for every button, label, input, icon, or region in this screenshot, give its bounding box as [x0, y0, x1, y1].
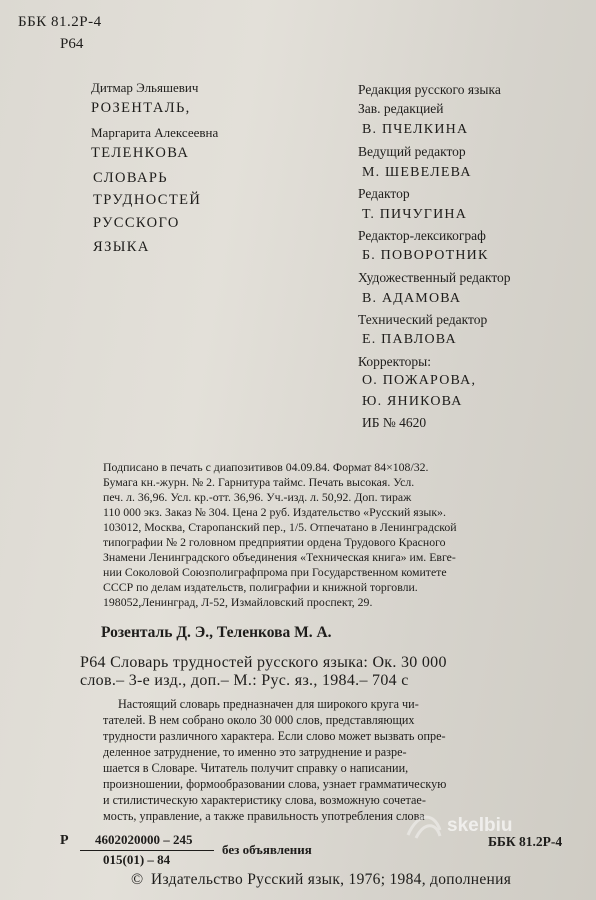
staff-line-13: Е. ПАВЛОВА [362, 332, 457, 347]
isbn-numerator: 4602020000 – 245 [95, 832, 193, 847]
author1-surname: РОЗЕНТАЛЬ, [91, 100, 191, 116]
staff-line-10: Художественный редактор [358, 270, 511, 285]
ib-number: ИБ № 4620 [362, 415, 427, 430]
catalog-title-line-1: Р64 Словарь трудностей русского языка: Ок. 30 000 [80, 654, 447, 671]
staff-line-14: Корректоры: [358, 354, 431, 369]
isbn-fraction-rule [80, 850, 214, 851]
annotation-line-3: трудности различного характера. Если слово может вызвать опре- [103, 729, 446, 743]
annotation-line-2: тателей. В нем собрано около 30 000 слов, представляющих [103, 713, 415, 727]
imprint-line-8: нии Соколовой Союзполиграфпрома при Государственном комитете [103, 565, 447, 579]
isbn-prefix: Р [60, 833, 69, 848]
staff-line-5: М. ШЕВЕЛЕВА [362, 165, 472, 180]
staff-line-12: Технический редактор [358, 312, 488, 327]
staff-line-4: Ведущий редактор [358, 144, 466, 159]
book-title-line-4: ЯЗЫКА [93, 239, 150, 255]
imprint-line-9: СССР по делам издательств, полиграфии и книжной торговли. [103, 580, 418, 594]
imprint-line-3: печ. л. 36,96. Усл. кр.-отт. 36,96. Уч.-изд. л. 50,92. Доп. тираж [103, 490, 412, 504]
imprint-line-2: Бумага кн.-журн. № 2. Гарнитура таймс. Печать высокая. Усл. [103, 475, 415, 489]
imprint-line-7: Знамени Ленинградского объединения «Техническая книга» им. Евге- [103, 550, 456, 564]
author-mark-top: Р64 [60, 36, 84, 52]
staff-line-16: Ю. ЯНИКОВА [362, 394, 463, 409]
staff-line-2: Зав. редакцией [358, 101, 444, 116]
imprint-line-1: Подписано в печать с диапозитивов 04.09.84. Формат 84×108/32. [103, 460, 429, 474]
copyright-text: Издательство Русский язык, 1976; 1984, дополнения [151, 871, 512, 888]
isbn-denominator: 015(01) – 84 [103, 852, 171, 867]
annotation-line-6: произношении, формообразовании слова, узнает грамматическую [103, 777, 447, 791]
author1-given-name: Дитмар Эльяшевич [91, 80, 199, 95]
isbn-note: без объявления [222, 842, 312, 857]
staff-line-9: Б. ПОВОРОТНИК [362, 248, 489, 263]
copyright-icon: © [131, 871, 144, 888]
staff-line-1: Редакция русского языка [358, 82, 501, 97]
annotation-line-5: шается в Словаре. Читатель получит справку о написании, [103, 761, 409, 775]
staff-line-11: В. АДАМОВА [362, 291, 462, 306]
imprint-line-10: 198052,Ленинград, Л-52, Измайловский проспект, 29. [103, 595, 373, 609]
staff-line-3: В. ПЧЕЛКИНА [362, 122, 469, 137]
bbk-code-top: ББК 81.2Р-4 [18, 14, 102, 30]
annotation-line-1: Настоящий словарь предназначен для широкого круга чи- [118, 697, 419, 711]
author2-surname: ТЕЛЕНКОВА [91, 145, 190, 161]
catalog-title-line-2: слов.– 3-е изд., доп.– М.: Рус. яз., 1984.– 704 с [80, 672, 409, 689]
imprint-line-6: типографии № 2 головном предприятии ордена Трудового Красного [103, 535, 446, 549]
bbk-code-bottom: ББК 81.2Р-4 [488, 834, 563, 849]
staff-line-6: Редактор [358, 186, 410, 201]
staff-line-8: Редактор-лексикограф [358, 228, 486, 243]
annotation-line-7: и стилистическую характеристику слова, возможную сочетае- [103, 793, 426, 807]
author2-given-name: Маргарита Алексеевна [91, 125, 219, 140]
book-title-line-1: СЛОВАРЬ [93, 170, 169, 186]
annotation-line-8: мость, управление, а также правильность употребления слова [103, 809, 425, 823]
book-title-line-3: РУССКОГО [93, 215, 180, 231]
watermark-text: skelbiu [447, 815, 513, 836]
staff-line-7: Т. ПИЧУГИНА [362, 207, 468, 222]
book-title-line-2: ТРУДНОСТЕЙ [93, 192, 202, 208]
catalog-authors: Розенталь Д. Э., Теленкова М. А. [101, 624, 332, 641]
annotation-line-4: деленное затруднение, то именно это затруднение и разре- [103, 745, 407, 759]
staff-line-15: О. ПОЖАРОВА, [362, 373, 477, 388]
imprint-line-5: 103012, Москва, Старопанский пер., 1/5. Отпечатано в Ленинградской [103, 520, 457, 534]
imprint-line-4: 110 000 экз. Заказ № 304. Цена 2 руб. Издательство «Русский язык». [103, 505, 446, 519]
